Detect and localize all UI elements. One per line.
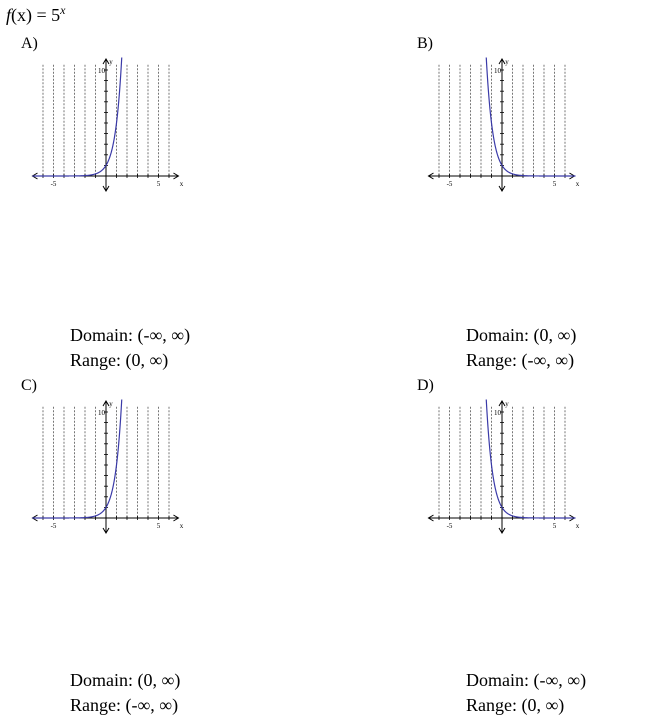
option-a-range: Range: (0, ∞): [70, 350, 169, 370]
option-b-label[interactable]: B): [417, 35, 433, 52]
curve-line: [486, 57, 575, 176]
curve-line: [33, 57, 122, 176]
y-tick-label-max: 10: [494, 409, 501, 417]
x-tick-label-min: -5: [446, 180, 453, 188]
y-tick-label-max: 10: [494, 67, 501, 75]
curve-line: [486, 399, 575, 518]
x-axis-label: x: [575, 522, 580, 530]
graph-svg: [36, 397, 184, 537]
function-body: (x) = 5: [11, 5, 61, 25]
x-axis-label: x: [179, 180, 184, 188]
option-d-range: Range: (0, ∞): [466, 695, 565, 715]
graph-svg: [432, 55, 580, 195]
y-axis-label: y: [109, 58, 113, 66]
x-tick-label-max: 5: [552, 180, 557, 188]
option-d-graph: [432, 397, 580, 537]
option-a-domain: Domain: (-∞, ∞): [70, 325, 191, 345]
graph-svg: [36, 55, 184, 195]
y-axis-label: y: [109, 400, 113, 408]
function-name: f: [6, 5, 12, 25]
x-tick-label-max: 5: [156, 180, 161, 188]
y-axis-label: y: [505, 58, 509, 66]
x-axis-label: x: [179, 522, 184, 530]
x-tick-label-max: 5: [552, 522, 557, 530]
x-tick-label-max: 5: [156, 522, 161, 530]
option-c-answer: [70, 668, 180, 718]
option-c-graph: [36, 397, 184, 537]
x-tick-label-min: -5: [50, 522, 57, 530]
option-a-answer: [70, 323, 190, 373]
x-axis-label: x: [575, 180, 580, 188]
option-b-answer: [466, 323, 576, 373]
option-d-answer: [466, 668, 586, 718]
option-b-graph: [432, 55, 580, 195]
option-c-domain: Domain: (0, ∞): [70, 670, 181, 690]
option-c-label[interactable]: C): [21, 377, 37, 394]
problem-title: [6, 3, 65, 26]
curve-line: [33, 399, 122, 518]
x-tick-label-min: -5: [50, 180, 57, 188]
function-exponent: x: [60, 3, 66, 17]
option-b-domain: Domain: (0, ∞): [466, 325, 577, 345]
graph-svg: [432, 397, 580, 537]
y-tick-label-max: 10: [98, 67, 105, 75]
option-d-label[interactable]: D): [417, 377, 434, 394]
option-c-range: Range: (-∞, ∞): [70, 695, 179, 715]
x-tick-label-min: -5: [446, 522, 453, 530]
option-d-domain: Domain: (-∞, ∞): [466, 670, 587, 690]
option-b-range: Range: (-∞, ∞): [466, 350, 575, 370]
y-tick-label-max: 10: [98, 409, 105, 417]
option-a-graph: [36, 55, 184, 195]
option-a-label[interactable]: A): [21, 35, 38, 52]
y-axis-label: y: [505, 400, 509, 408]
